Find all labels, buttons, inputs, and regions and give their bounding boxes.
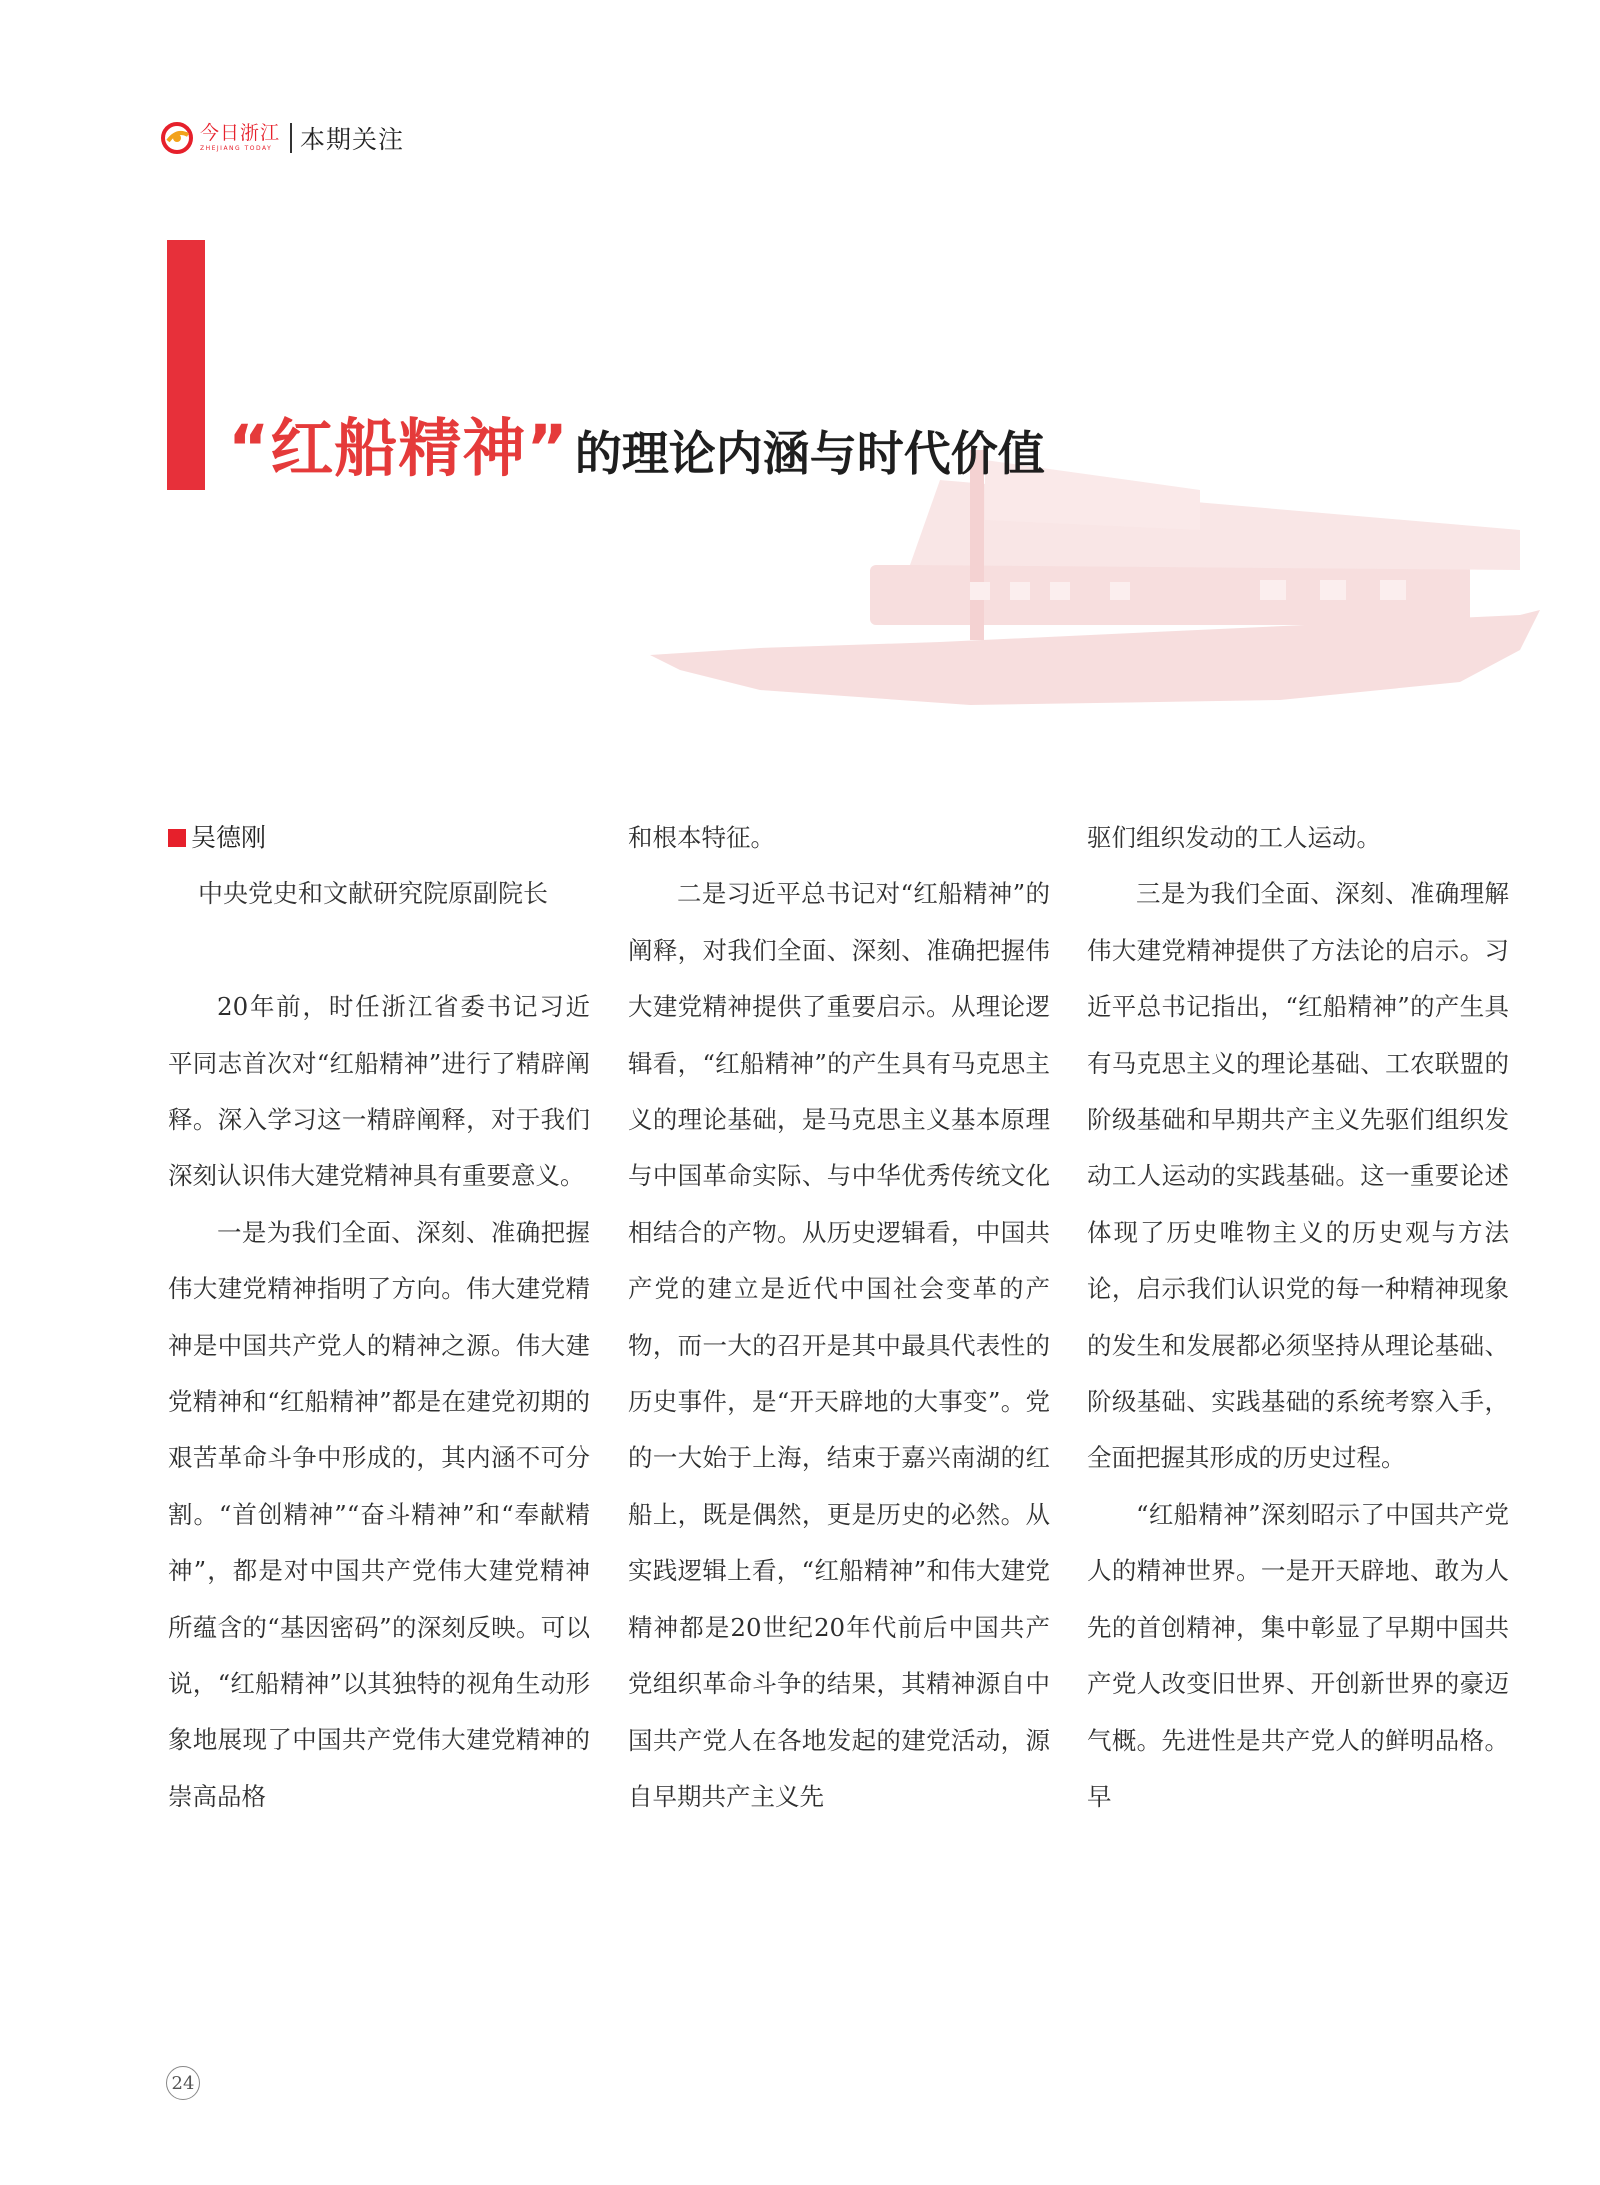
logo-chinese-text: 今日浙江 [200, 122, 281, 144]
logo-english-text: ZHEJIANG TODAY [200, 145, 273, 152]
paragraph: 三是为我们全面、深刻、准确理解伟大建党精神提供了方法论的启示。习近平总书记指出，“红船精神”的产生具有马克思主义的理论基础、工农联盟的阶级基础和早期共产主义先驱们组织发动工人运动的实践基础。这一重要论述体现了历史唯物主义的历史观与方法论，启示我们认识党的每一种精神现象的发生和发展都必须坚持从理论基础、阶级基础、实践基础的系统考察入手，全面把握其形成的历史过程。 [1087, 879, 1509, 1473]
text-column-2 [628, 810, 1050, 1825]
article-title [228, 398, 1045, 489]
header-divider [290, 123, 292, 153]
paragraph: “红船精神”深刻昭示了中国共产党人的精神世界。一是开天辟地、敢为人先的首创精神，集中彰显了早期中国共产党人改变旧世界、开创新世界的豪迈气概。先进性是共产党人的鲜明品格。早 [1087, 1499, 1509, 1811]
paragraph: 二是习近平总书记对“红船精神”的阐释，对我们全面、深刻、准确把握伟大建党精神提供了重要启示。从理论逻辑看，“红船精神”的产生具有马克思主义的理论基础，是马克思主义基本原理与中国革命实际、与中华优秀传统文化相结合的产物。从历史逻辑看，中国共产党的建立是近代中国社会变革的产物，而一大的召开是其中最具代表性的历史事件，是“开天辟地的大事变”。党的一大始于上海，结束于嘉兴南湖的红船上，既是偶然，更是历史的必然。从实践逻辑上看，“红船精神”和伟大建党精神都是20世纪20年代前后中国共产党组织革命斗争的结果，其精神源自中国共产党人在各地发起的建党活动，源自早期共产主义先 [628, 879, 1050, 1811]
text-column-1 [168, 810, 590, 1825]
byline-spacer [168, 923, 590, 979]
author-byline [168, 810, 590, 866]
section-label: 本期关注 [300, 125, 405, 154]
text-column-3 [1087, 810, 1509, 1825]
paragraph-continued: 和根本特征。 [628, 823, 775, 852]
logo-swirl-icon [160, 121, 194, 155]
paragraph: 20年前，时任浙江省委书记习近平同志首次对“红船精神”进行了精辟阐释。深入学习这一精辟阐释，对于我们深刻认识伟大建党精神具有重要意义。 [168, 992, 590, 1191]
page-header [160, 118, 404, 158]
author-position: 中央党史和文献研究院原副院长 [198, 879, 549, 909]
page-number: 24 [166, 2066, 200, 2100]
paragraph: 一是为我们全面、深刻、准确把握伟大建党精神指明了方向。伟大建党精神是中国共产党人的精神之源。伟大建党精神和“红船精神”都是在建党初期的艰苦革命斗争中形成的，其内涵不可分割。“首创精神”“奋斗精神”和“奉献精神”，都是对中国共产党伟大建党精神所蕴含的“基因密码”的深刻反映。可以说，“红船精神”以其独特的视角生动形象地展现了中国共产党伟大建党精神的崇高品格 [168, 1217, 590, 1811]
author-marker-square [168, 829, 186, 847]
magazine-logo [160, 121, 280, 155]
title-accent-bar [167, 240, 205, 490]
author-name: 吴德刚 [191, 823, 267, 852]
title-quoted-part: “红船精神” [228, 412, 569, 485]
title-main-part: 的理论内涵与时代价值 [574, 427, 1045, 482]
paragraph-continued: 驱们组织发动的工人运动。 [1087, 823, 1381, 852]
